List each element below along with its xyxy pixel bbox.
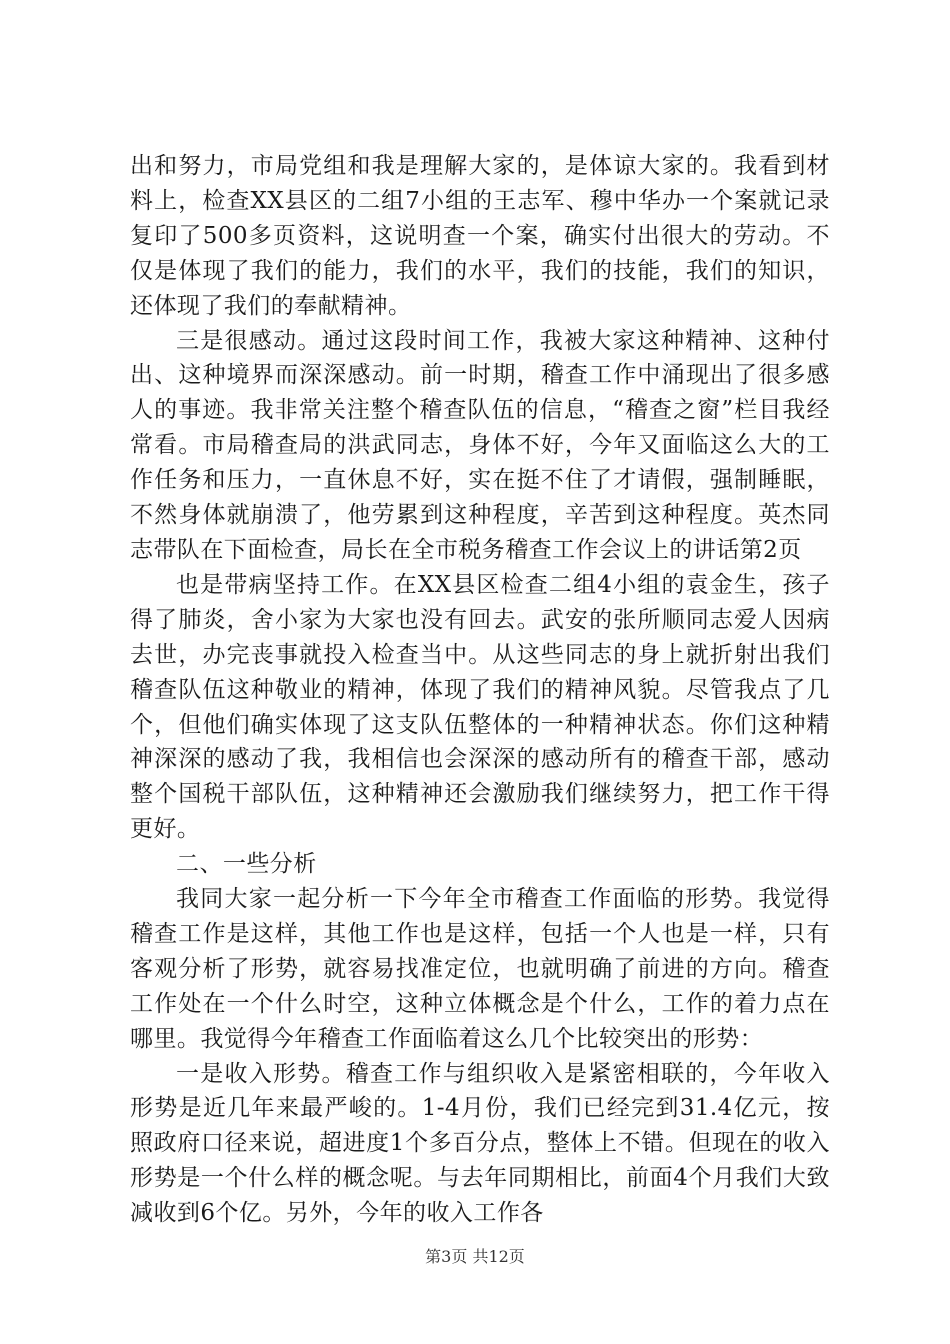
paragraph-revenue: 一是收入形势。稽查工作与组织收入是紧密相联的，今年收入形势是近几年来最严峻的。1-4月份，我们已经完到31.4亿元，按照政府口径来说，超进度1个多百分点，整体上不错。但现在的收入形势是一个什么样的概念呢。与去年同期相比，前面4个月我们大致减收到6个亿。另外，今年的收入工作各 [130, 1060, 830, 1227]
section-heading-analysis: 二、一些分析 [176, 851, 317, 878]
paragraph-continuation: 出和努力，市局党组和我是理解大家的，是体谅大家的。我看到材料上，检查XX县区的二组7小组的王志军、穆中华办一个案就记录复印了500多页资料，这说明查一个案，确实付出很大的劳动。不仅是体现了我们的能力，我们的水平，我们的技能，我们的知识，还体现了我们的奉献精神。 [130, 153, 830, 319]
paragraph-moved: 三是很感动。通过这段时间工作，我被大家这种精神、这种付出、这种境界而深深感动。前一时期，稽查工作中涌现出了很多感人的事迹。我非常关注整个稽查队伍的信息，“稽查之窗”栏目我经常看。市局稽查局的洪武同志，身体不好，今年又面临这么大的工作任务和压力，一直休息不好，实在挺不住了才请假，强制睡眠，不然身体就崩溃了，他劳累到这种程度，辛苦到这种程度。英杰同志带队在下面检查，局长在全市税务稽查工作会议上的讲话第2页 [130, 327, 830, 563]
paragraph-examples: 也是带病坚持工作。在XX县区检查二组4小组的袁金生，孩子得了肺炎，舍小家为大家也没有回去。武安的张所顺同志爱人因病去世，办完丧事就投入检查当中。从这些同志的身上就折射出我们稽查队伍这种敬业的精神，体现了我们的精神风貌。尽管我点了几个，但他们确实体现了这支队伍整体的一种精神状态。你们这种精神深深的感动了我，我相信也会深深的感动所有的稽查干部，感动整个国税干部队伍，这种精神还会激励我们继续努力，把工作干得更好。 [130, 571, 830, 843]
document-body [130, 149, 830, 1231]
page-footer: 第3页 共12页 [425, 1247, 525, 1266]
paragraph-situation: 我同大家一起分析一下今年全市稽查工作面临的形势。我觉得稽查工作是这样，其他工作也是这样，包括一个人也是一样，只有客观分析了形势，就容易找准定位，也就明确了前进的方向。稽查工作处在一个什么时空，这种立体概念是个什么，工作的着力点在哪里。我觉得今年稽查工作面临着这么几个比较突出的形势： [130, 886, 830, 1052]
